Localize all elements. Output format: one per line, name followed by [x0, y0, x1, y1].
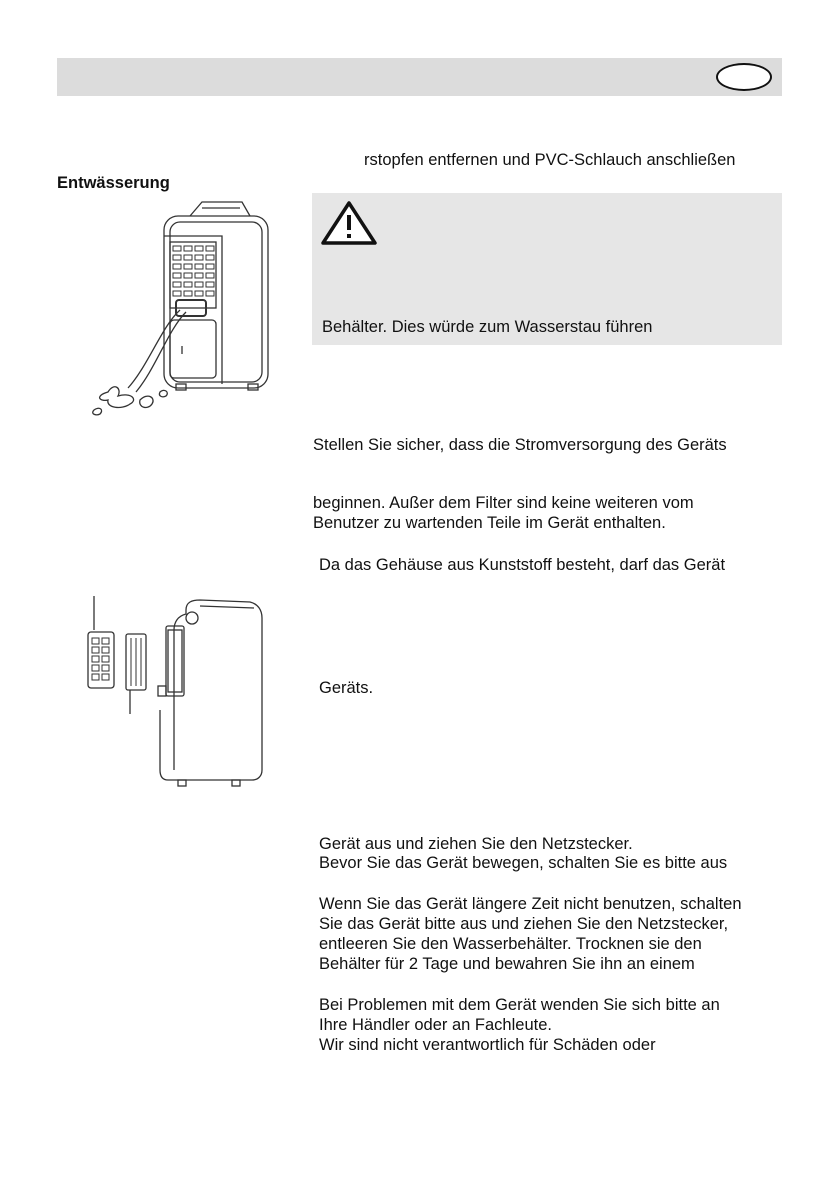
notes-line-4: Sie das Gerät bitte aus und ziehen Sie den Netzstecker, — [319, 915, 729, 933]
notes-line-6: Behälter für 2 Tage und bewahren Sie ihn an einem — [319, 955, 695, 973]
drainage-intro: rstopfen entfernen und PVC-Schlauch anschließen — [364, 151, 736, 169]
notes-line-9: Wir sind nicht verantwortlich für Schäden oder — [319, 1036, 656, 1054]
notes-line-5: entleeren Sie den Wasserbehälter. Trocknen sie den — [319, 935, 702, 953]
dehumidifier-filter-removal-illustration — [82, 590, 272, 790]
notes-line-3: Wenn Sie das Gerät längere Zeit nicht benutzen, schalten — [319, 895, 742, 913]
language-badge — [716, 63, 772, 91]
maintenance-line-5: Geräts. — [319, 679, 374, 697]
maintenance-line-1: Stellen Sie sicher, dass die Stromversorgung des Geräts — [313, 436, 727, 454]
maintenance-line-4: Da das Gehäuse aus Kunststoff besteht, darf das Gerät — [319, 556, 726, 574]
notes-line-1: Gerät aus und ziehen Sie den Netzstecker. — [319, 835, 633, 853]
notes-line-8: Ihre Händler oder an Fachleute. — [319, 1016, 552, 1034]
dehumidifier-drain-hose-illustration — [52, 196, 274, 418]
warning-text: Behälter. Dies würde zum Wasserstau führen — [322, 318, 653, 336]
notes-line-7: Bei Problemen mit dem Gerät wenden Sie sich bitte an — [319, 996, 720, 1014]
notes-line-2: Bevor Sie das Gerät bewegen, schalten Sie es bitte aus — [319, 854, 728, 872]
maintenance-line-2: beginnen. Außer dem Filter sind keine weiteren vom — [313, 494, 694, 512]
maintenance-line-3: Benutzer zu wartenden Teile im Gerät enthalten. — [313, 514, 666, 532]
warning-triangle-icon — [320, 200, 378, 246]
header-bar — [57, 58, 782, 96]
section-title-drainage: Entwässerung — [57, 174, 170, 192]
